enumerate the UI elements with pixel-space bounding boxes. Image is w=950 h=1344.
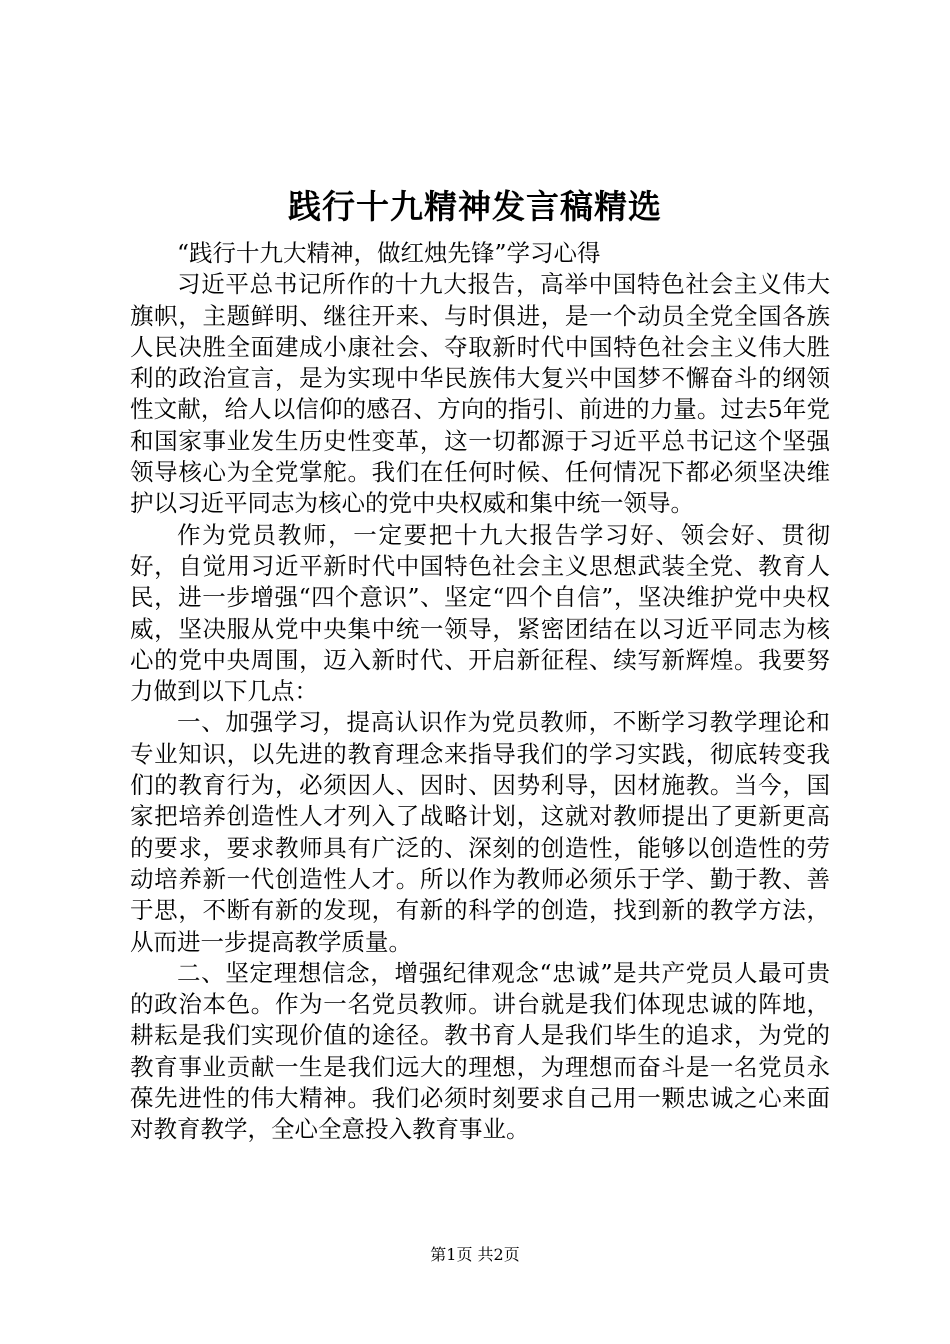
document-body — [130, 238, 830, 1146]
paragraph-3: 一、加强学习，提高认识作为党员教师，不断学习教学理论和专业知识，以先进的教育理念来指导我们的学习实践，彻底转变我们的教育行为，必须因人、因时、因势利导，因材施教。当今，国家把培养创造性人才列入了战略计划，这就对教师提出了更新更高的要求，要求教师具有广泛的、深刻的创造性，能够以创造性的劳动培养新一代创造性人才。所以作为教师必须乐于学、勤于教、善于思，不断有新的发现，有新的科学的创造，找到新的教学方法，从而进一步提高教学质量。 — [130, 708, 830, 956]
page-number-footer: 第1页 共2页 — [430, 1245, 520, 1264]
document-title: 践行十九精神发言稿精选 — [288, 187, 662, 226]
paragraph-2: 作为党员教师，一定要把十九大报告学习好、领会好、贯彻好，自觉用习近平新时代中国特色社会主义思想武装全党、教育人民，进一步增强“四个意识”、坚定“四个自信”，坚决维护党中央权威，坚决服从党中央集中统一领导，紧密团结在以习近平同志为核心的党中央周围，迈入新时代、开启新征程、续写新辉煌。我要努力做到以下几点： — [130, 520, 830, 706]
paragraph-4: 二、坚定理想信念，增强纪律观念“忠诚”是共产党员人最可贵的政治本色。作为一名党员教师。讲台就是我们体现忠诚的阵地，耕耘是我们实现价值的途径。教书育人是我们毕生的追求，为党的教育事业贡献一生是我们远大的理想，为理想而奋斗是一名党员永葆先进性的伟大精神。我们必须时刻要求自己用一颗忠诚之心来面对教育教学，全心全意投入教育事业。 — [130, 958, 830, 1144]
paragraph-1: 习近平总书记所作的十九大报告，高举中国特色社会主义伟大旗帜，主题鲜明、继往开来、与时俱进，是一个动员全党全国各族人民决胜全面建成小康社会、夺取新时代中国特色社会主义伟大胜利的政治宣言，是为实现中华民族伟大复兴中国梦不懈奋斗的纲领性文献，给人以信仰的感召、方向的指引、前进的力量。过去5年党和国家事业发生历史性变革，这一切都源于习近平总书记这个坚强领导核心为全党掌舵。我们在任何时候、任何情况下都必须坚决维护以习近平同志为核心的党中央权威和集中统一领导。 — [130, 270, 830, 518]
paragraph-subtitle: “践行十九大精神，做红烛先锋”学习心得 — [177, 239, 601, 267]
